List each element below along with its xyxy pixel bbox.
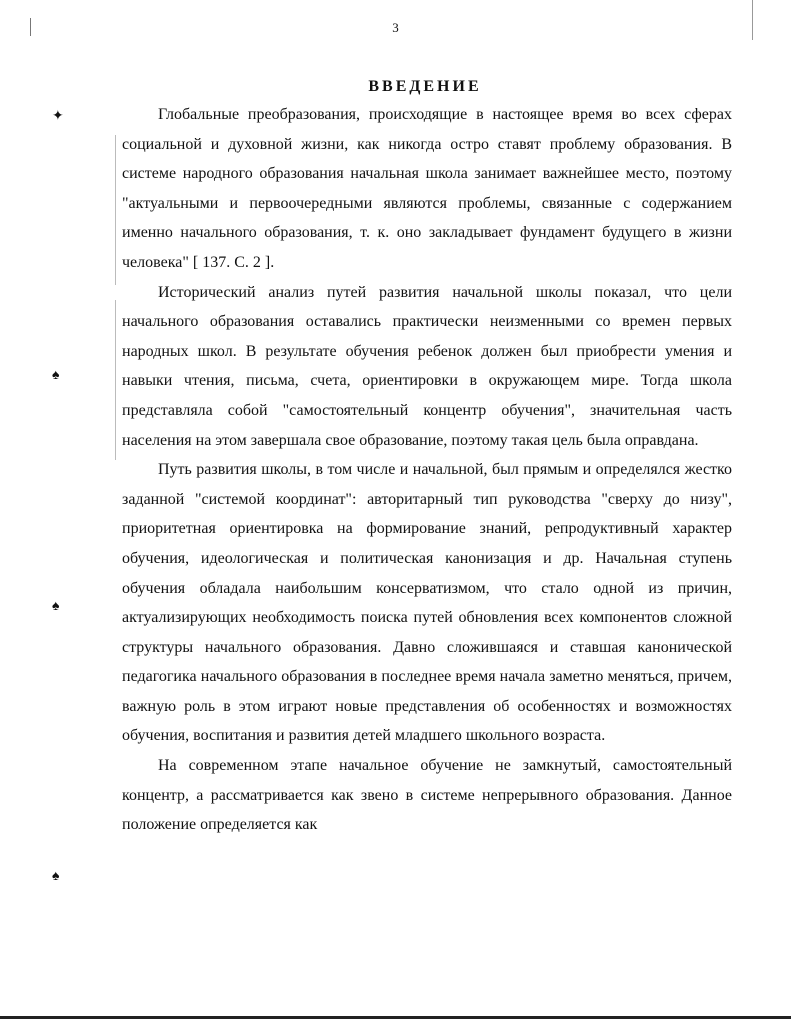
scan-margin-line xyxy=(115,135,116,285)
margin-mark-icon: ✦ xyxy=(52,109,64,124)
paragraph: На современном этапе начальное обучение не замкнутый, самостоятельный концентр, а рассматривается как звено в системе непрерывного образования. Данное положение определяется как xyxy=(122,757,732,834)
paragraph: Путь развития школы, в том числе и начальной, был прямым и определялся жестко заданной "системой координат": авторитарный тип руководства "сверху до низу", приоритетная ориентировка на формирование знаний, репродуктивный характер обучения, идеологическая и политическая канонизация и др. Начальная ступень обучения обладала наибольшим консерватизмом, что стало одной из причин, актуализирующих необходимость поиска путей обновления всех компонентов сложной структуры начального образования. Давно сложившаяся и ставшая канонической педагогика начального образования в последнее время начала заметно меняться, причем, важную роль в этом играют новые представления об особенностях и возможностях обучения, воспитания и развития детей младшего школьного возраста. xyxy=(122,461,732,745)
margin-mark-icon: ♠ xyxy=(52,869,60,884)
paragraph: Исторический анализ путей развития начальной школы показал, что цели начального образования оставались практически неизменными со времен первых народных школ. В результате обучения ребенок должен был приобрести умения и навыки чтения, письма, счета, ориентировки в окружающем мире. Тогда школа представляла собой "самостоятельный концентр обучения", значительная часть населения на этом завершала свое образование, поэтому такая цель была оправдана. xyxy=(122,283,732,449)
body-text xyxy=(122,100,732,840)
scan-margin-line xyxy=(115,300,116,460)
margin-mark-icon: ♠ xyxy=(52,599,60,614)
section-heading: ВВЕДЕНИЕ xyxy=(368,78,482,95)
margin-mark-icon: ♠ xyxy=(52,368,60,383)
page-number: 3 xyxy=(392,20,399,35)
paragraph: Глобальные преобразования, происходящие в настоящее время во всех сферах социальной и духовной жизни, как никогда остро ставят проблему образования. В системе народного образования начальная школа занимает важнейшее место, поэтому "актуальными и первоочередными являются проблемы, связанные с содержанием именно начального образования, т. к. оно закладывает фундамент будущего в жизни человека" [ 137. С. 2 ]. xyxy=(122,106,732,271)
